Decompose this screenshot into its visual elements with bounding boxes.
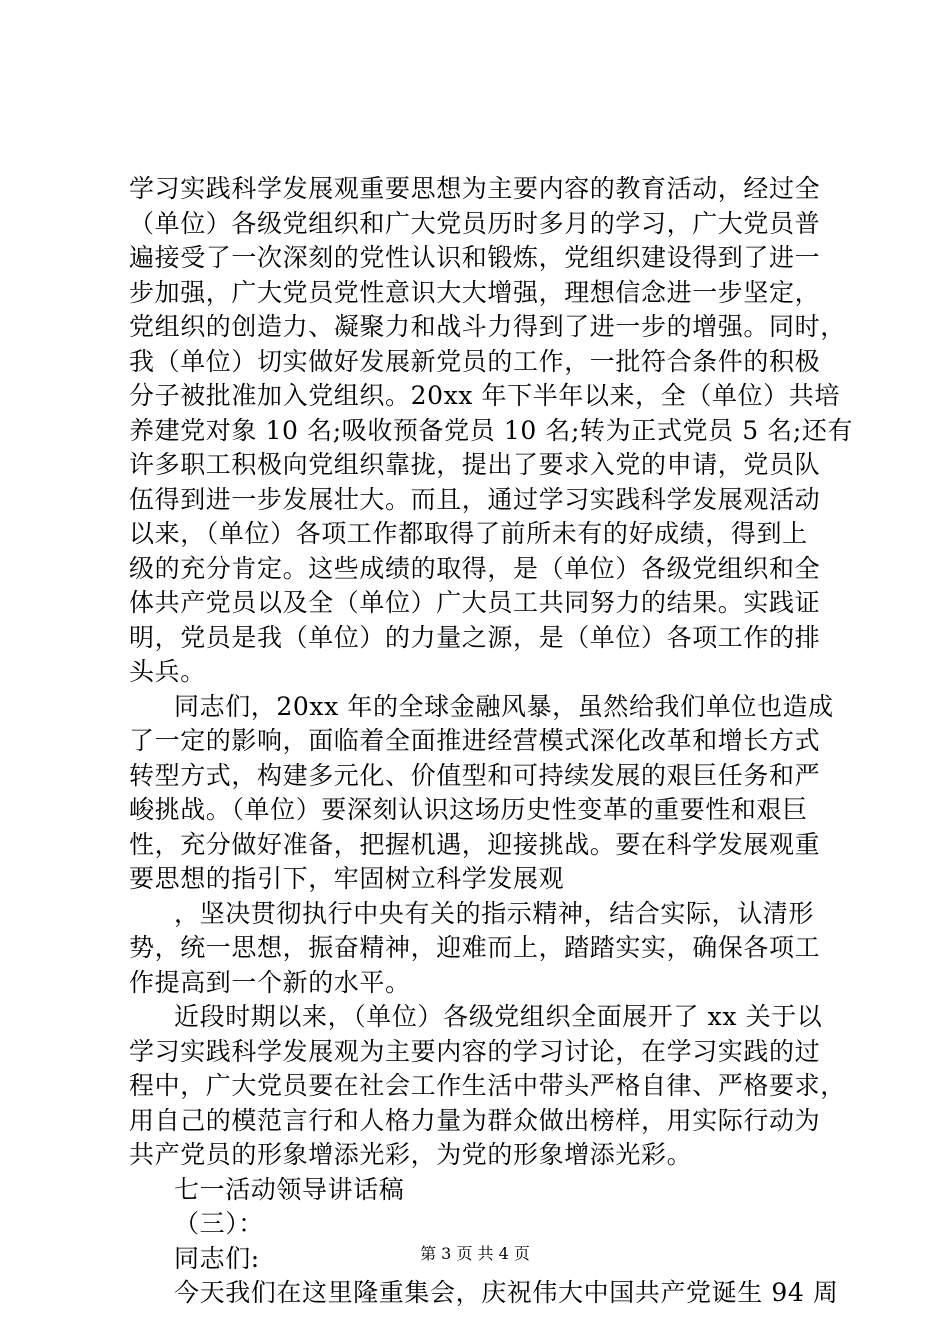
text-line: 我（单位）切实做好发展新党员的工作，一批符合条件的积极 [129,346,821,376]
text-line: 要思想的指引下，牢固树立科学发展观 [129,864,565,893]
text-line: 学习实践科学发展观重要思想为主要内容的教育活动，经过全 [129,174,821,203]
text-line: 同志们，20xx 年的全球金融风暴，虽然给我们单位也造成 [174,691,834,721]
text-line: 了一定的影响，面临着全面推进经营模式深化改革和增长方式 [129,726,821,755]
text-line: 峻挑战。（单位）要深刻认识这场历史性变革的重要性和艰巨 [129,795,808,824]
text-line: （单位）各级党组织和广大党员历时多月的学习，广大党员普 [129,208,821,238]
text-line: 转型方式，构建多元化、价值型和可持续发展的艰巨任务和严 [129,760,821,790]
text-line: 养建党对象 10 名;吸收预备党员 10 名;转为正式党员 5 名;还有 [129,415,854,445]
text-line: 伍得到进一步发展壮大。而且，通过学习实践科学发展观活动 [129,484,821,514]
text-line: 作提高到一个新的水平。 [129,967,411,997]
text-line: 许多职工积极向党组织靠拢，提出了要求入党的申请，党员队 [129,450,821,479]
text-line: 势，统一思想，振奋精神，迎难而上，踏踏实实，确保各项工 [129,933,821,962]
page-number-footer: 第 3 页 共 4 页 [420,1244,530,1263]
text-line: 近段时期以来，（单位）各级党组织全面展开了 xx 关于以 [174,1002,823,1031]
text-line: 遍接受了一次深刻的党性认识和锻炼，党组织建设得到了进一 [129,243,821,272]
text-line: 体共产党员以及全（单位）广大员工共同努力的结果。实践证 [129,588,821,617]
text-line: 步加强，广大党员党性意识大大增强，理想信念进一步坚定， [129,277,821,307]
text-line: 性，充分做好准备，把握机遇，迎接挑战。要在科学发展观重 [129,829,821,859]
text-line: 七一活动领导讲话稿 [174,1174,405,1204]
text-line: 分子被批准加入党组织。20xx 年下半年以来，全（单位）共培 [129,381,840,410]
text-line: 用自己的模范言行和人格力量为群众做出榜样，用实际行动为 [129,1105,821,1135]
text-line: ，坚决贯彻执行中央有关的指示精神，结合实际，认清形 [174,898,815,928]
text-line: 学习实践科学发展观为主要内容的学习讨论，在学习实践的过 [129,1036,821,1066]
text-line: 党组织的创造力、凝聚力和战斗力得到了进一步的增强。同时， [129,312,846,341]
document-body [129,172,854,1311]
text-line: 头兵。 [129,657,206,686]
text-line: 今天我们在这里隆重集会，庆祝伟大中国共产党诞生 94 周 [174,1278,839,1307]
text-line: 程中，广大党员要在社会工作生活中带头严格自律、严格要求， [129,1071,846,1100]
text-line: 以来，（单位）各项工作都取得了前所未有的好成绩，得到上 [129,519,808,548]
text-line: 共产党员的形象增添光彩，为党的形象增添光彩。 [129,1140,693,1169]
text-line: 级的充分肯定。这些成绩的取得，是（单位）各级党组织和全 [129,553,821,583]
text-line: （三）： [174,1209,264,1238]
text-line: 明，党员是我（单位）的力量之源，是（单位）各项工作的排 [129,622,821,652]
text-line: 同志们: [174,1243,260,1273]
